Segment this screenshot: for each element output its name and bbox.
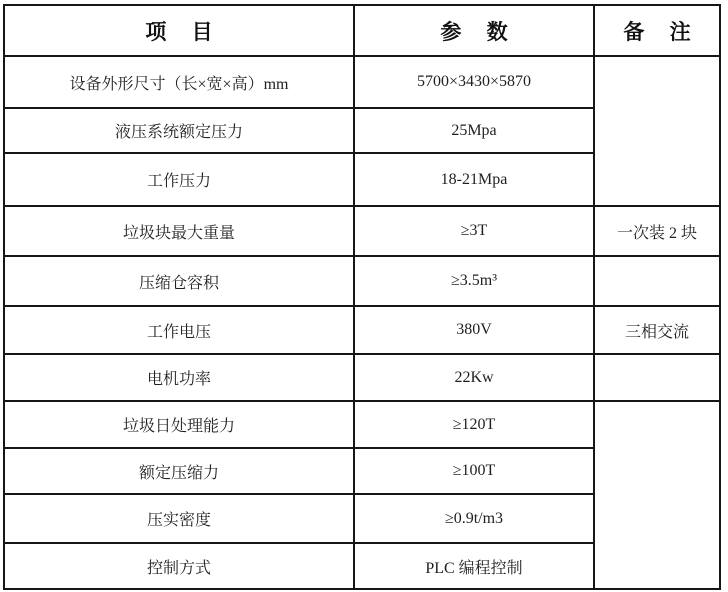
param-cell: ≥120T <box>354 401 594 448</box>
param-cell: ≥3T <box>354 206 594 256</box>
table-header-row <box>4 5 720 56</box>
param-cell: ≥100T <box>354 448 594 494</box>
remark-cell: 一次装 2 块 <box>594 206 720 256</box>
remark-cell <box>594 354 720 401</box>
item-cell: 设备外形尺寸（长×宽×高）mm <box>4 56 354 108</box>
remark-cell-merged-top <box>594 56 720 206</box>
item-cell: 工作电压 <box>4 306 354 354</box>
remark-cell-merged-bottom <box>594 401 720 589</box>
param-cell: ≥0.9t/m3 <box>354 494 594 543</box>
remark-cell <box>594 256 720 306</box>
param-cell: 380V <box>354 306 594 354</box>
table-row <box>4 401 720 448</box>
item-cell: 工作压力 <box>4 153 354 206</box>
param-cell: 25Mpa <box>354 108 594 153</box>
param-cell: 22Kw <box>354 354 594 401</box>
item-cell: 压实密度 <box>4 494 354 543</box>
item-cell: 电机功率 <box>4 354 354 401</box>
column-header-item: 项 目 <box>4 5 354 56</box>
item-cell: 垃圾块最大重量 <box>4 206 354 256</box>
equipment-spec-table <box>3 4 721 590</box>
table-row <box>4 206 720 256</box>
param-cell: PLC 编程控制 <box>354 543 594 589</box>
column-header-param: 参 数 <box>354 5 594 56</box>
param-cell: ≥3.5m³ <box>354 256 594 306</box>
item-cell: 控制方式 <box>4 543 354 589</box>
item-cell: 额定压缩力 <box>4 448 354 494</box>
param-cell: 18-21Mpa <box>354 153 594 206</box>
table-row <box>4 354 720 401</box>
column-header-remark: 备 注 <box>594 5 720 56</box>
table-row <box>4 56 720 108</box>
param-cell: 5700×3430×5870 <box>354 56 594 108</box>
table-row <box>4 306 720 354</box>
remark-cell: 三相交流 <box>594 306 720 354</box>
item-cell: 液压系统额定压力 <box>4 108 354 153</box>
item-cell: 压缩仓容积 <box>4 256 354 306</box>
item-cell: 垃圾日处理能力 <box>4 401 354 448</box>
table-row <box>4 256 720 306</box>
